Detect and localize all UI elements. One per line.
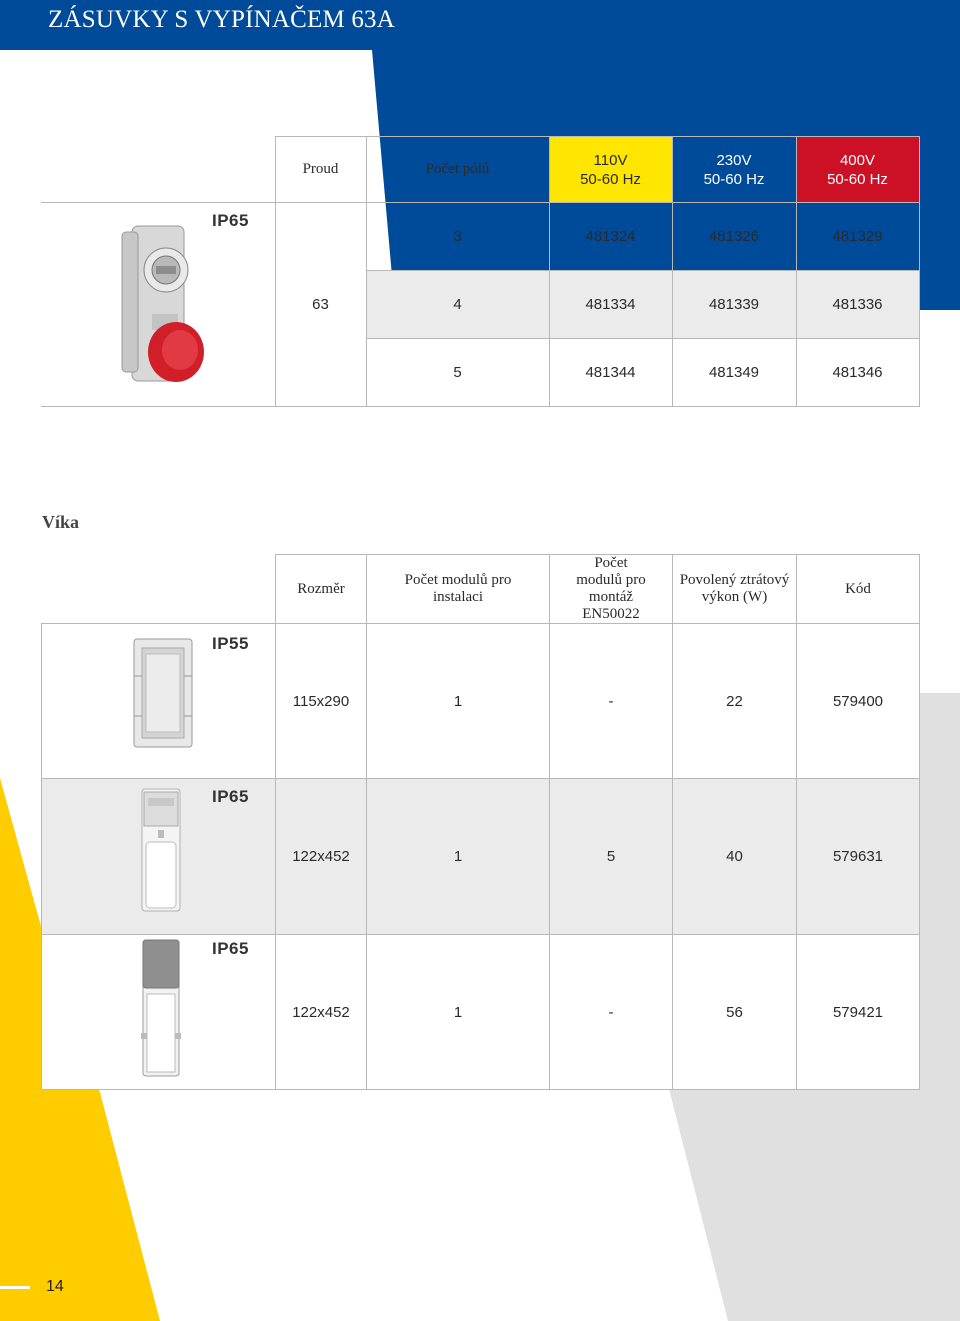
table-row bbox=[41, 203, 919, 271]
page-number: 14 bbox=[46, 1278, 64, 1295]
ip55-cover-image bbox=[128, 636, 198, 750]
code-400v: 481346 bbox=[796, 339, 919, 407]
sockets-table bbox=[41, 136, 920, 407]
header-power-loss: Povolený ztrátový výkon (W) bbox=[673, 555, 797, 624]
covers-header-row bbox=[42, 555, 920, 624]
modules-mount-cell: 5 bbox=[550, 779, 673, 935]
current-value: 63 bbox=[275, 203, 366, 407]
page-title: ZÁSUVKY S VYPÍNAČEM 63A bbox=[48, 6, 395, 33]
header-110v-voltage: 110V bbox=[593, 151, 628, 169]
header-230v-frequency: 50-60 Hz bbox=[703, 170, 765, 188]
size-cell: 115x290 bbox=[276, 624, 367, 779]
modules-mount-cell: - bbox=[550, 624, 673, 779]
sockets-header-row bbox=[41, 137, 919, 203]
ip-rating-label: IP65 bbox=[212, 787, 249, 806]
code-110v: 481344 bbox=[549, 339, 672, 407]
code-400v: 481329 bbox=[796, 203, 919, 271]
code-110v: 481324 bbox=[549, 203, 672, 271]
ip-rating-label: IP65 bbox=[212, 211, 249, 230]
header-230v bbox=[672, 137, 796, 203]
code-cell: 579631 bbox=[797, 779, 920, 935]
modules-mount-cell: - bbox=[550, 935, 673, 1090]
page-number-rule bbox=[0, 1286, 30, 1289]
power-loss-cell: 40 bbox=[673, 779, 797, 935]
modules-install-cell: 1 bbox=[367, 624, 550, 779]
code-cell: 579400 bbox=[797, 624, 920, 779]
header-code: Kód bbox=[797, 555, 920, 624]
code-cell: 579421 bbox=[797, 935, 920, 1090]
header-110v-frequency: 50-60 Hz bbox=[580, 170, 641, 188]
header-110v bbox=[549, 137, 672, 203]
ip65-cover-window-image bbox=[134, 786, 188, 914]
size-cell: 122x452 bbox=[276, 779, 367, 935]
header-230v-voltage: 230V bbox=[716, 151, 752, 169]
header-poles: Počet pólů bbox=[366, 137, 549, 203]
poles-cell: 3 bbox=[366, 203, 549, 271]
poles-cell: 4 bbox=[366, 271, 549, 339]
code-230v: 481349 bbox=[672, 339, 796, 407]
ip65-grey-cover-image bbox=[138, 938, 184, 1078]
header-modules-install: Počet modulů pro instalaci bbox=[367, 555, 550, 624]
header-size: Rozměr bbox=[276, 555, 367, 624]
header-400v-frequency: 50-60 Hz bbox=[827, 170, 888, 188]
power-loss-cell: 56 bbox=[673, 935, 797, 1090]
code-230v: 481339 bbox=[672, 271, 796, 339]
ip-rating-label: IP65 bbox=[212, 939, 249, 958]
ip-rating-label: IP55 bbox=[212, 634, 249, 653]
power-loss-cell: 22 bbox=[673, 624, 797, 779]
code-400v: 481336 bbox=[796, 271, 919, 339]
poles-cell: 5 bbox=[366, 339, 549, 407]
header-current: Proud bbox=[275, 137, 366, 203]
code-230v: 481326 bbox=[672, 203, 796, 271]
section-title: Víka bbox=[42, 512, 80, 532]
modules-install-cell: 1 bbox=[367, 935, 550, 1090]
code-110v: 481334 bbox=[549, 271, 672, 339]
header-400v-voltage: 400V bbox=[839, 151, 876, 169]
size-cell: 122x452 bbox=[276, 935, 367, 1090]
header-modules-mount: Počet modulů pro montáž EN50022 bbox=[550, 555, 673, 624]
header-400v bbox=[796, 137, 919, 203]
modules-install-cell: 1 bbox=[367, 779, 550, 935]
